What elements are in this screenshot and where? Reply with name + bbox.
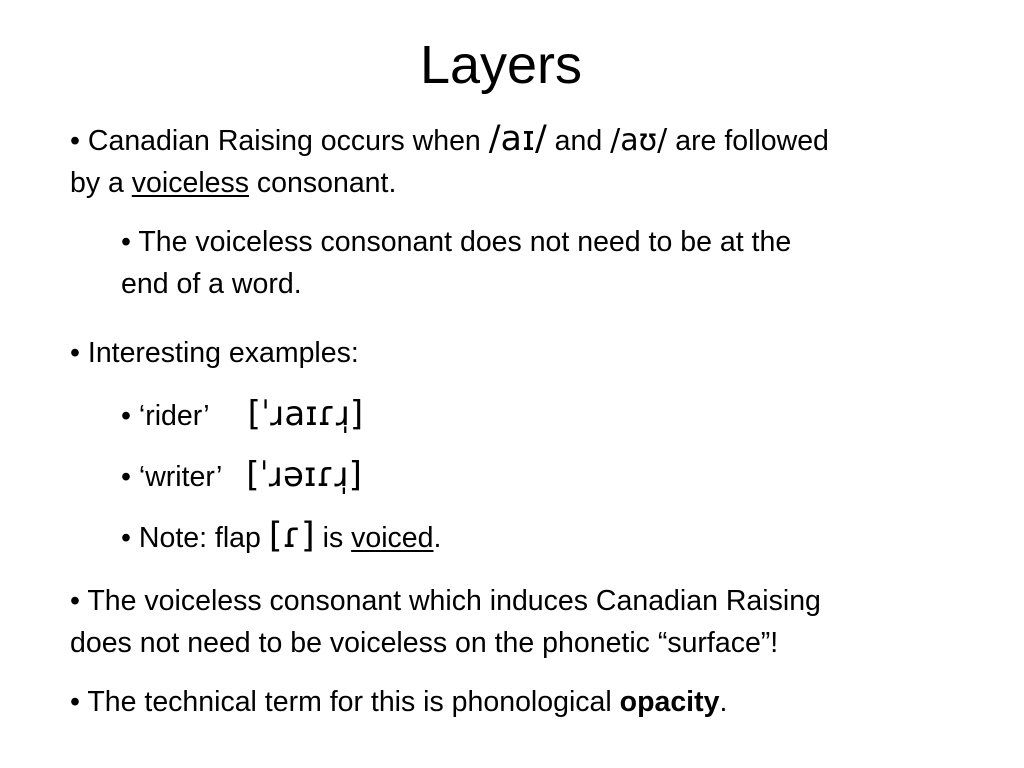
example-rider	[121, 393, 363, 437]
bullet-text: and	[546, 125, 611, 157]
bullet-text: • The technical term for this is phonological	[70, 686, 620, 718]
note-text: .	[433, 522, 442, 554]
note-text: is	[314, 522, 352, 554]
bullet-text: consonant.	[249, 167, 397, 199]
ipa-ai: /aɪ/	[488, 119, 547, 159]
ipa-rider: [ˈɹaɪɾɹ̩]	[247, 394, 364, 434]
bullet-line: • The voiceless consonant does not need to be at the	[121, 226, 792, 258]
note-text: • Note: flap	[121, 522, 269, 554]
ipa-au: /aʊ/	[610, 123, 668, 158]
bullet-interesting-examples: • Interesting examples:	[70, 337, 359, 369]
ipa-writer: [ˈɹəɪɾɹ̩]	[246, 455, 362, 495]
bullet-line	[70, 118, 829, 162]
bullet-line: end of a word.	[121, 268, 302, 300]
example-label: • ‘writer’	[121, 461, 223, 493]
voiceless-underlined: voiceless	[131, 167, 250, 199]
bullet-surface	[70, 580, 821, 664]
bullet-opacity	[70, 681, 727, 723]
bullet-text: are followed	[667, 125, 829, 157]
bullet-text: .	[719, 686, 728, 718]
sub-bullet-end-of-word	[121, 221, 791, 305]
ipa-flap: [ɾ]	[268, 516, 315, 556]
voiced-underlined: voiced	[351, 522, 434, 554]
bullet-text: • Canadian Raising occurs when	[70, 125, 489, 157]
bullet-canadian-raising	[70, 118, 829, 204]
opacity-term: opacity	[619, 686, 720, 718]
bullet-line	[70, 162, 829, 204]
example-label: • ‘rider’	[121, 400, 210, 432]
bullet-text: by a	[70, 167, 132, 199]
note-flap	[121, 515, 441, 559]
slide-title: Layers	[419, 35, 583, 95]
example-writer	[121, 454, 362, 498]
bullet-line: does not need to be voiceless on the phonetic “surface”!	[70, 627, 779, 659]
bullet-line: • The voiceless consonant which induces Canadian Raising	[70, 585, 821, 617]
